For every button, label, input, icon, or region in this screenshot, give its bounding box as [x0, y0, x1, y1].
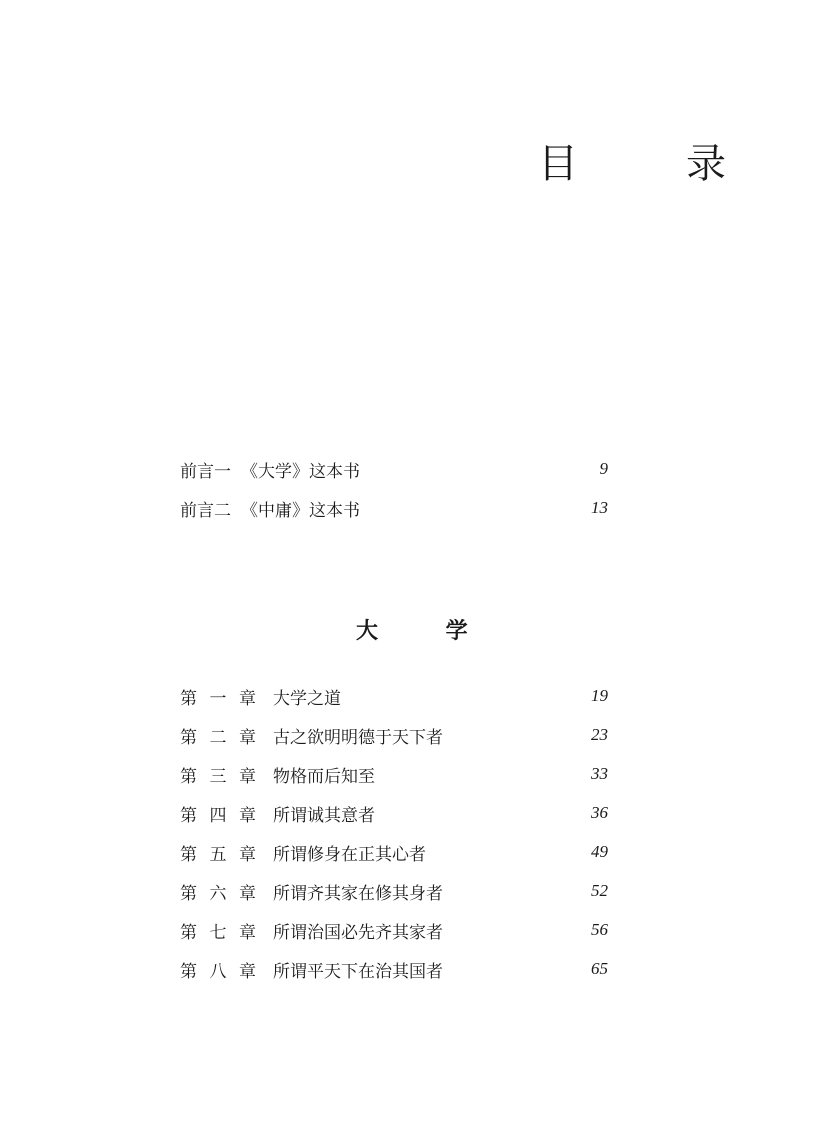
page-title: 目 录: [538, 141, 760, 187]
chapter-title: 古之欲明明德于天下者: [273, 727, 443, 748]
toc-entry-chapter-4[interactable]: [180, 801, 608, 825]
toc-entry-preface-1[interactable]: [180, 457, 608, 481]
toc-entry-chapter-1[interactable]: [180, 684, 608, 708]
chapter-number: 第 八 章: [180, 961, 256, 982]
chapter-title: 所谓治国必先齐其家者: [273, 922, 443, 943]
toc-entry-chapter-5[interactable]: [180, 840, 608, 864]
chapter-title: 所谓平天下在治其国者: [273, 961, 443, 982]
toc-entry-preface-2[interactable]: [180, 496, 608, 520]
chapter-number: 第 七 章: [180, 922, 256, 943]
chapter-number: 第 三 章: [180, 766, 256, 787]
chapter-title: 物格而后知至: [273, 766, 375, 787]
toc-entry-chapter-8[interactable]: [180, 957, 608, 981]
page-number: 65: [591, 959, 608, 978]
page-number: 36: [591, 803, 608, 822]
chapter-number: 第 四 章: [180, 805, 256, 826]
preface-title: 《大学》这本书: [241, 461, 360, 482]
page-number: 33: [591, 764, 608, 783]
page-number: 13: [591, 498, 608, 517]
chapter-title: 所谓齐其家在修其身者: [273, 883, 443, 904]
preface-label: 前言二: [180, 500, 231, 521]
chapter-number: 第 五 章: [180, 844, 256, 865]
chapter-number: 第 二 章: [180, 727, 256, 748]
toc-entry-chapter-6[interactable]: [180, 879, 608, 903]
chapter-number: 第 一 章: [180, 688, 256, 709]
preface-label: 前言一: [180, 461, 231, 482]
page-number: 23: [591, 725, 608, 744]
toc-entry-chapter-3[interactable]: [180, 762, 608, 786]
page-number: 19: [591, 686, 608, 705]
preface-title: 《中庸》这本书: [241, 500, 360, 521]
toc-entry-chapter-7[interactable]: [180, 918, 608, 942]
chapter-title: 大学之道: [273, 688, 341, 709]
page-number: 56: [591, 920, 608, 939]
chapter-number: 第 六 章: [180, 883, 256, 904]
section-title: 大 学: [356, 618, 498, 644]
chapter-title: 所谓修身在正其心者: [273, 844, 426, 865]
page-number: 49: [591, 842, 608, 861]
page-number: 9: [599, 459, 608, 478]
page-number: 52: [591, 881, 608, 900]
toc-entry-chapter-2[interactable]: [180, 723, 608, 747]
chapter-title: 所谓诚其意者: [273, 805, 375, 826]
